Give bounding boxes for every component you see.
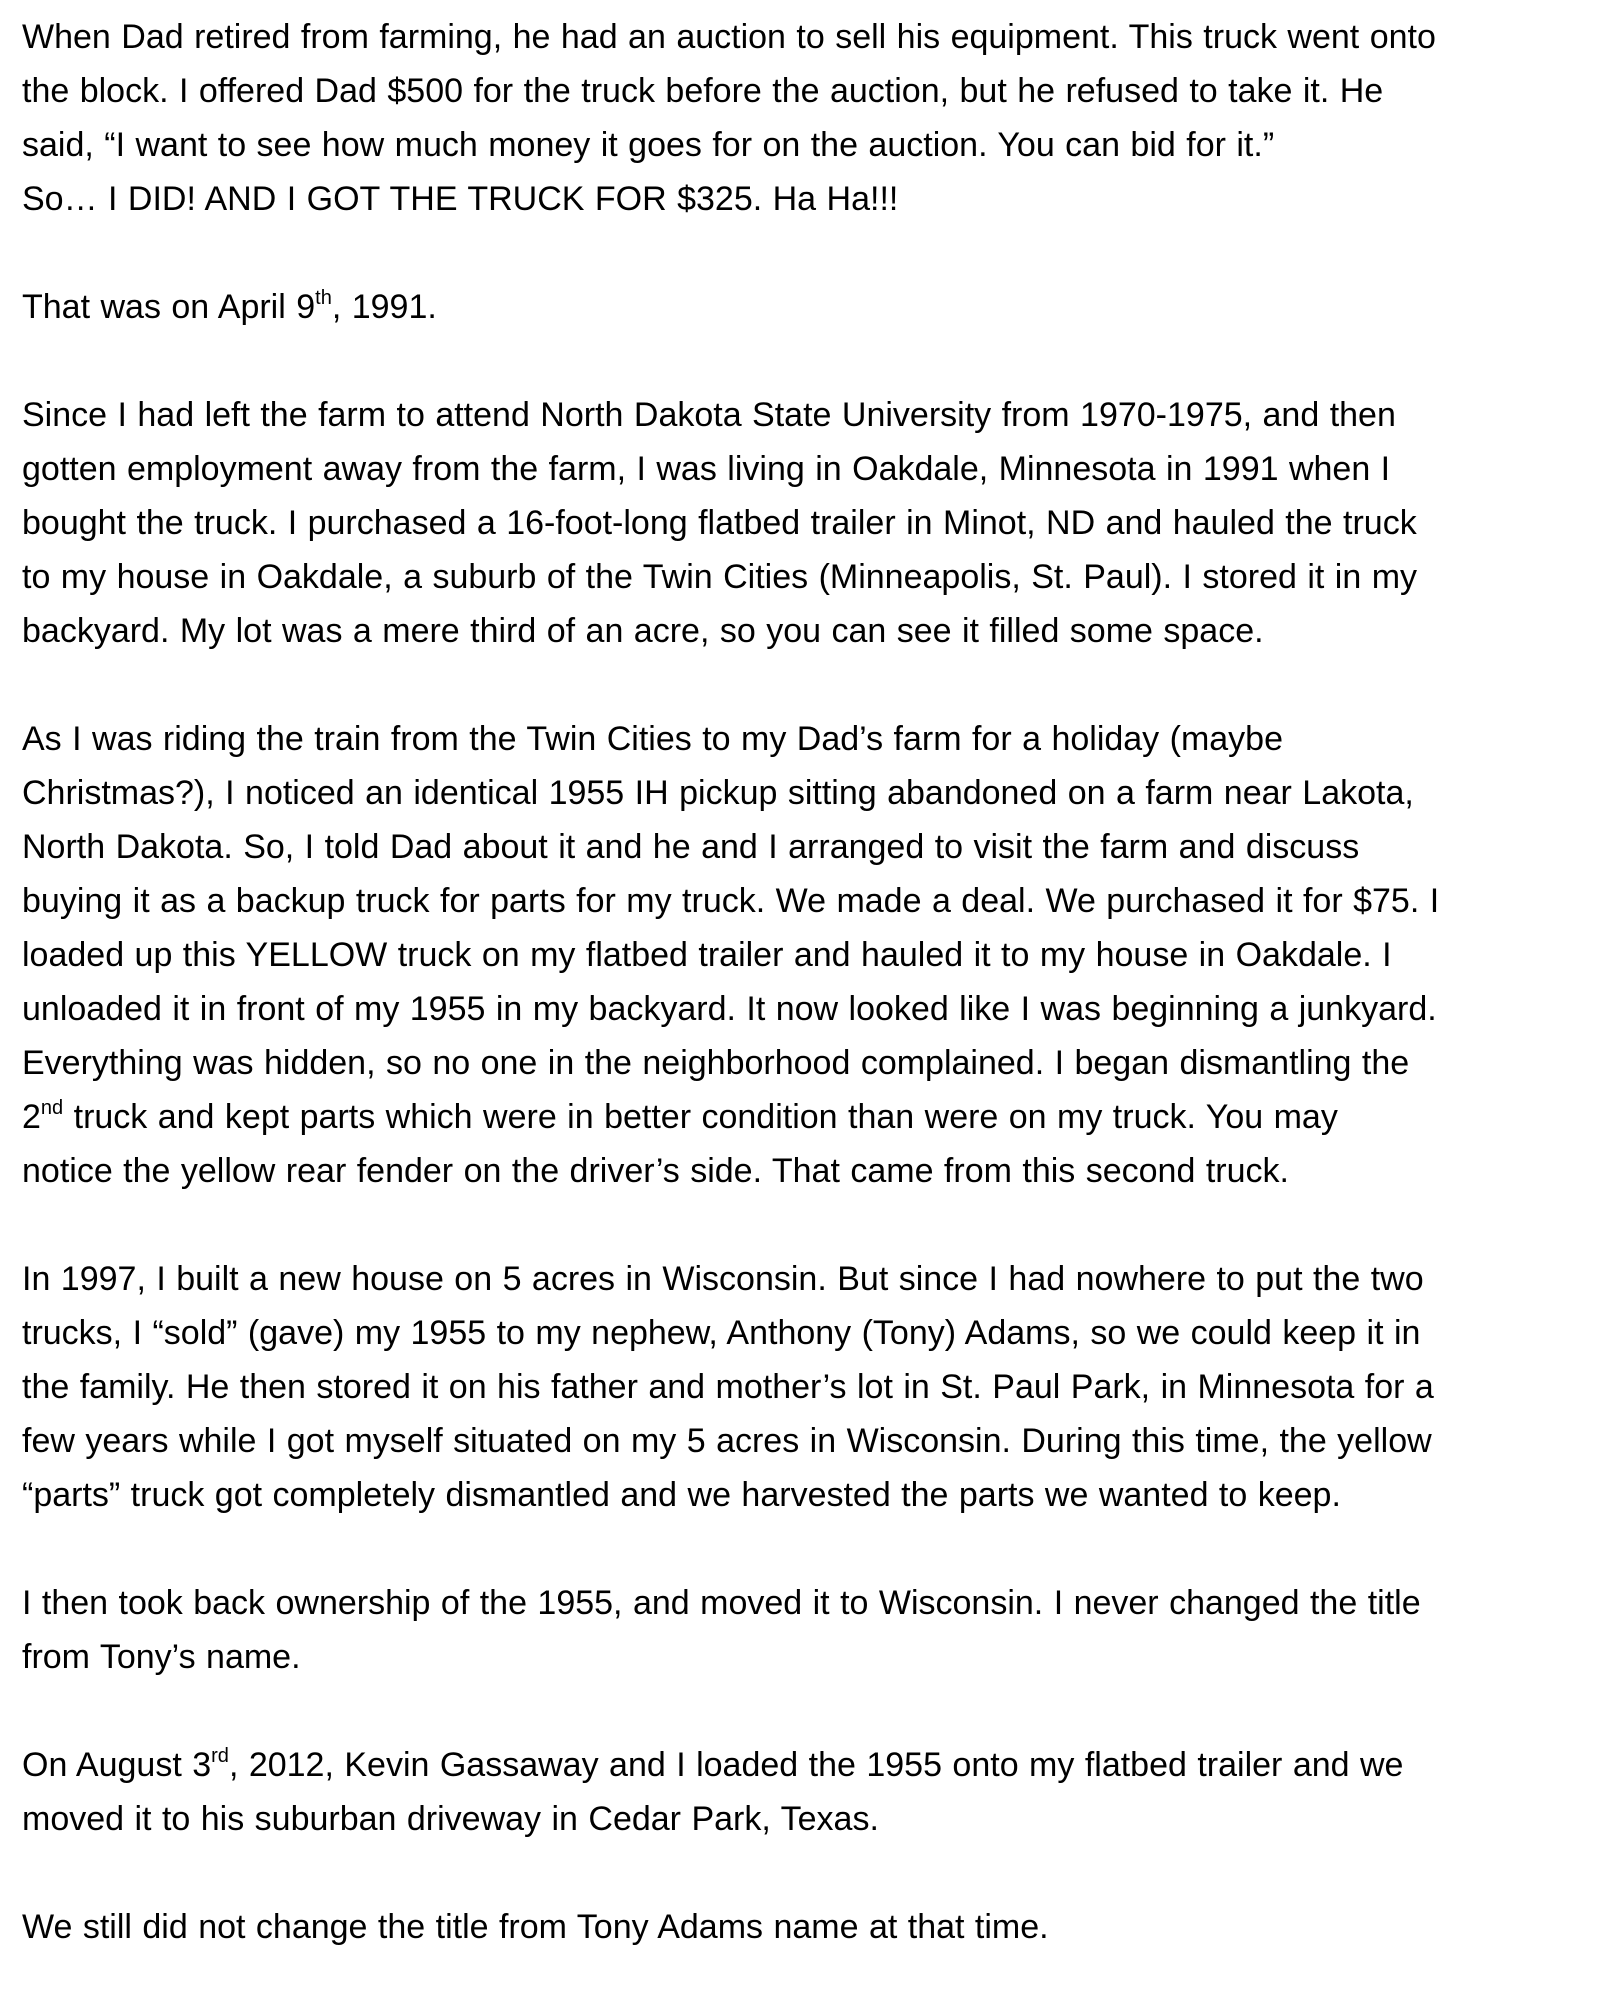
text-line: “parts” truck got completely dismantled and we harvested the parts we wanted to keep. [22, 1476, 1341, 1514]
text-line: Christmas?), I noticed an identical 1955 IH pickup sitting abandoned on a farm near Lakota, [22, 774, 1414, 812]
text-line [22, 1738, 1612, 1792]
paragraph-title [22, 1900, 1612, 1954]
text-line: the family. He then stored it on his father and mother’s lot in St. Paul Park, in Minnesota for a [22, 1368, 1434, 1406]
text-line: bought the truck. I purchased a 16-foot-long flatbed trailer in Minot, ND and hauled the truck [22, 504, 1417, 542]
paragraph-oakdale [22, 388, 1612, 658]
ordinal-suffix: nd [40, 1097, 64, 1119]
text-line: gotten employment away from the farm, I was living in Oakdale, Minnesota in 1991 when I [22, 450, 1391, 488]
text-line: to my house in Oakdale, a suburb of the Twin Cities (Minneapolis, St. Paul). I stored it in my [22, 558, 1418, 596]
text-fragment: 2 [22, 1098, 41, 1136]
text-line: the block. I offered Dad $500 for the truck before the auction, but he refused to take it. He [22, 72, 1384, 110]
text-line: In 1997, I built a new house on 5 acres in Wisconsin. But since I had nowhere to put the two [22, 1260, 1424, 1298]
text-fragment: , 2012, Kevin Gassaway and I loaded the 1955 onto my flatbed trailer and we [228, 1746, 1404, 1784]
text-line: We still did not change the title from Tony Adams name at that time. [22, 1908, 1049, 1946]
text-fragment: That was on April 9 [22, 288, 316, 326]
text-line: Everything was hidden, so no one in the neighborhood complained. I began dismantling the [22, 1044, 1410, 1082]
text-line: buying it as a backup truck for parts for my truck. We made a deal. We purchased it for $75. I [22, 882, 1440, 920]
text-fragment: truck and kept parts which were in better condition than were on my truck. You may [63, 1098, 1338, 1136]
ordinal-suffix: rd [211, 1745, 229, 1767]
text-line: North Dakota. So, I told Dad about it and he and I arranged to visit the farm and discuss [22, 828, 1360, 866]
text-line: said, “I want to see how much money it goes for on the auction. You can bid for it.” [22, 126, 1275, 164]
text-line: So… I DID! AND I GOT THE TRUCK FOR $325. Ha Ha!!! [22, 180, 899, 218]
text-line: from Tony’s name. [22, 1638, 301, 1676]
text-line [22, 1090, 1612, 1144]
paragraph-date [22, 280, 1612, 334]
paragraph-wisconsin [22, 1252, 1612, 1522]
text-line [22, 280, 1612, 334]
text-line: Since I had left the farm to attend North Dakota State University from 1970-1975, and then [22, 396, 1396, 434]
text-fragment: On August 3 [22, 1746, 212, 1784]
text-line: notice the yellow rear fender on the driver’s side. That came from this second truck. [22, 1152, 1289, 1190]
ordinal-suffix: th [315, 287, 332, 309]
paragraph-ownership [22, 1576, 1612, 1684]
text-line: few years while I got myself situated on my 5 acres in Wisconsin. During this time, the yellow [22, 1422, 1432, 1460]
text-fragment: , 1991. [331, 288, 437, 326]
document-page [22, 10, 1612, 2008]
text-line: backyard. My lot was a mere third of an acre, so you can see it filled some space. [22, 612, 1264, 650]
text-line: loaded up this YELLOW truck on my flatbed trailer and hauled it to my house in Oakdale. I [22, 936, 1392, 974]
text-line: moved it to his suburban driveway in Cedar Park, Texas. [22, 1800, 879, 1838]
paragraph-auction [22, 10, 1612, 226]
text-line: unloaded it in front of my 1955 in my backyard. It now looked like I was beginning a junkyard. [22, 990, 1437, 1028]
paragraph-texas [22, 1738, 1612, 1846]
text-line: trucks, I “sold” (gave) my 1955 to my nephew, Anthony (Tony) Adams, so we could keep it in [22, 1314, 1421, 1352]
paragraph-second-truck [22, 712, 1612, 1198]
text-line: As I was riding the train from the Twin Cities to my Dad’s farm for a holiday (maybe [22, 720, 1284, 758]
text-line: I then took back ownership of the 1955, and moved it to Wisconsin. I never changed the title [22, 1584, 1421, 1622]
text-line: When Dad retired from farming, he had an auction to sell his equipment. This truck went onto [22, 18, 1436, 56]
